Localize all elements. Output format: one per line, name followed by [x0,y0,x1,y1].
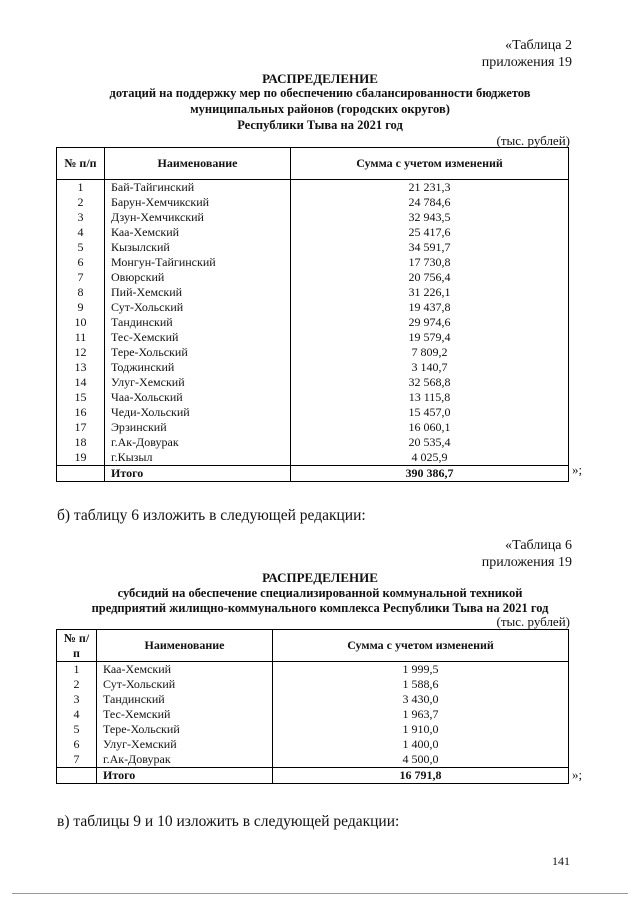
table-row [57,300,569,315]
row-number: 19 [57,450,105,466]
table6-body [57,662,569,768]
table-row [57,737,569,752]
table2-subtitle-3: Республики Тыва на 2021 год [237,118,403,132]
table-row [57,330,569,345]
row-sum: 3 430,0 [273,692,569,707]
row-name: Пий-Хемский [105,285,291,300]
row-name: Чаа-Хольский [105,390,291,405]
row-number: 6 [57,255,105,270]
table6-units: (тыс. рублей) [496,614,570,629]
row-number: 6 [57,737,97,752]
row-name: Тес-Хемский [105,330,291,345]
table2-total-sum: 390 386,7 [291,466,569,482]
table-row [57,180,569,196]
table-row [57,405,569,420]
row-name: Овюрский [105,270,291,285]
row-name: Бай-Тайгинский [105,180,291,196]
table-row [57,345,569,360]
row-sum: 4 025,9 [291,450,569,466]
table-row [57,390,569,405]
row-name: Дзун-Хемчикский [105,210,291,225]
table2-header-sum: Сумма с учетом изменений [291,148,569,180]
page-number: 141 [552,854,570,868]
row-sum: 1 963,7 [273,707,569,722]
table-row [57,285,569,300]
row-sum: 20 756,4 [291,270,569,285]
row-number: 7 [57,752,97,768]
table2-header-num: № п/п [57,148,105,180]
table6-subtitle-1: субсидий на обеспечение специализированной коммунальной техникой [117,586,523,600]
table6-title: РАСПРЕДЕЛЕНИЕ [262,570,378,585]
table2-header-name: Наименование [105,148,291,180]
table-row [57,707,569,722]
table2-reference-line1: «Таблица 2 [505,38,572,53]
row-number: 8 [57,285,105,300]
row-name: Барун-Хемчикский [105,195,291,210]
row-sum: 32 568,8 [291,375,569,390]
table2-subtitle-2: муниципальных районов (городских округов) [190,102,450,116]
table2-units: (тыс. рублей) [496,133,570,148]
row-number: 1 [57,662,97,678]
row-name: г.Ак-Довурак [97,752,273,768]
row-number: 5 [57,240,105,255]
row-sum: 19 437,8 [291,300,569,315]
table-row [57,270,569,285]
row-sum: 25 417,6 [291,225,569,240]
row-name: Чеди-Хольский [105,405,291,420]
table6-total-label: Итого [97,768,273,784]
row-number: 12 [57,345,105,360]
row-name: Тес-Хемский [97,707,273,722]
row-number: 18 [57,435,105,450]
table-row [57,360,569,375]
row-number: 3 [57,692,97,707]
table6-reference-line1: «Таблица 6 [505,538,572,553]
row-number: 7 [57,270,105,285]
table6-total-row [57,768,569,784]
row-sum: 20 535,4 [291,435,569,450]
row-name: Сут-Хольский [105,300,291,315]
row-sum: 19 579,4 [291,330,569,345]
row-sum: 34 591,7 [291,240,569,255]
table2 [56,147,569,482]
row-name: Тоджинский [105,360,291,375]
row-number: 2 [57,677,97,692]
table6-header-num: № п/п [57,630,97,662]
table-row [57,375,569,390]
row-number: 13 [57,360,105,375]
table-row [57,450,569,466]
table-row [57,225,569,240]
row-sum: 1 999,5 [273,662,569,678]
table2-closing-quote: »; [572,462,583,477]
row-sum: 3 140,7 [291,360,569,375]
row-name: Тандинский [97,692,273,707]
table6-closing-quote: »; [572,767,583,782]
row-number: 5 [57,722,97,737]
row-name: Эрзинский [105,420,291,435]
table-row [57,435,569,450]
table6-subtitle-2: предприятий жилищно-коммунального комплекса Республики Тыва на 2021 год [91,601,549,615]
table-row [57,315,569,330]
row-number: 15 [57,390,105,405]
table6-reference-line2: приложения 19 [481,555,572,570]
row-number: 17 [57,420,105,435]
instruction-c: в) таблицы 9 и 10 изложить в следующей редакции: [57,813,400,830]
row-number: 4 [57,225,105,240]
table-row [57,255,569,270]
table6-total-sum: 16 791,8 [273,768,569,784]
row-number: 10 [57,315,105,330]
row-name: Монгун-Тайгинский [105,255,291,270]
row-sum: 21 231,3 [291,180,569,196]
table-row [57,752,569,768]
row-sum: 1 910,0 [273,722,569,737]
instruction-b: б) таблицу 6 изложить в следующей редакции: [57,507,366,524]
footer-divider [12,893,628,894]
table2-header-row [57,148,569,180]
row-sum: 31 226,1 [291,285,569,300]
row-name: Улуг-Хемский [105,375,291,390]
table-row [57,722,569,737]
table2-subtitle-1: дотаций на поддержку мер по обеспечению сбалансированности бюджетов [109,86,531,100]
row-sum: 4 500,0 [273,752,569,768]
row-sum: 29 974,6 [291,315,569,330]
row-sum: 15 457,0 [291,405,569,420]
row-number: 4 [57,707,97,722]
row-name: Сут-Хольский [97,677,273,692]
row-name: Кызылский [105,240,291,255]
row-name: Тере-Хольский [97,722,273,737]
table6-header-name: Наименование [97,630,273,662]
table2-reference-line2: приложения 19 [481,55,572,70]
table-row [57,420,569,435]
row-sum: 1 400,0 [273,737,569,752]
table-row [57,662,569,678]
row-sum: 13 115,8 [291,390,569,405]
row-name: Улуг-Хемский [97,737,273,752]
table-row [57,210,569,225]
table2-body [57,180,569,466]
row-number: 16 [57,405,105,420]
row-number: 2 [57,195,105,210]
row-sum: 17 730,8 [291,255,569,270]
table-row [57,195,569,210]
row-number: 11 [57,330,105,345]
table6-header-sum: Сумма с учетом изменений [273,630,569,662]
row-number: 1 [57,180,105,196]
row-name: г.Кызыл [105,450,291,466]
table-row [57,692,569,707]
row-sum: 1 588,6 [273,677,569,692]
row-name: Каа-Хемский [105,225,291,240]
table2-title: РАСПРЕДЕЛЕНИЕ [262,71,378,86]
table-row [57,677,569,692]
row-sum: 24 784,6 [291,195,569,210]
row-sum: 7 809,2 [291,345,569,360]
row-name: Каа-Хемский [97,662,273,678]
table6-header-row [57,630,569,662]
row-name: г.Ак-Довурак [105,435,291,450]
row-sum: 16 060,1 [291,420,569,435]
row-sum: 32 943,5 [291,210,569,225]
table2-total-row [57,466,569,482]
row-name: Тандинский [105,315,291,330]
table6 [56,629,569,784]
row-number: 14 [57,375,105,390]
row-number: 9 [57,300,105,315]
table2-total-label: Итого [105,466,291,482]
row-name: Тере-Хольский [105,345,291,360]
row-number: 3 [57,210,105,225]
table-row [57,240,569,255]
